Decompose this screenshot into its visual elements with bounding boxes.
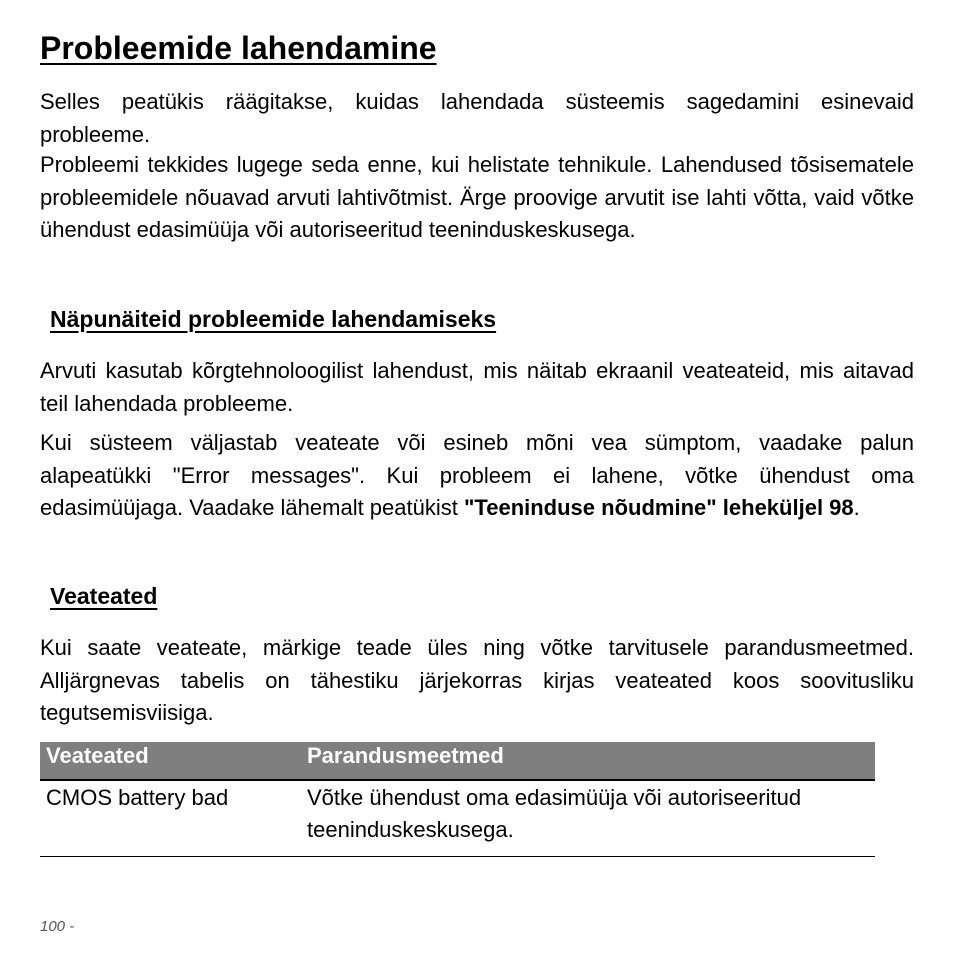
- tips-paragraph-2-end: .: [853, 495, 860, 520]
- tips-paragraph-1: Arvuti kasutab kõrgtehnoloogilist lahendust, mis näitab ekraanil veateateid, mis aitavad teil lahendada probleeme.: [40, 358, 914, 416]
- table-header-row: [40, 742, 875, 780]
- section-heading-tips: Näpunäiteid probleemide lahendamiseks: [50, 306, 497, 332]
- section-heading-error-messages: Veateated: [50, 583, 158, 609]
- tips-paragraph-2: [40, 427, 914, 525]
- intro-paragraph-1: Selles peatükis räägitakse, kuidas lahendada süsteemis sagedamini esinevaid probleeme.: [40, 89, 914, 147]
- tips-paragraph-2-text: Kui süsteem väljastab veateate või esineb mõni vea sümptom, vaadake palun alapeatükki "Error messages". Kui probleem ei lahene, võtke ühendust oma edasimüüjaga. Vaadake lähemalt peatükist: [40, 430, 914, 520]
- page-reference-link[interactable]: "Teeninduse nõudmine" leheküljel 98: [463, 495, 854, 520]
- table-header-remedies: Parandusmeetmed: [301, 742, 875, 780]
- page-title: Probleemide lahendamine: [40, 30, 437, 66]
- table-cell-message: CMOS battery bad: [40, 780, 301, 857]
- table-header-messages: Veateated: [40, 742, 301, 780]
- page-number: 100 -: [40, 918, 75, 935]
- table-cell-remedy: Võtke ühendust oma edasimüüja või autoriseeritud teeninduskeskusega.: [301, 780, 875, 857]
- error-messages-paragraph: Kui saate veateate, märkige teade üles ning võtke tarvitusele parandusmeetmed. Alljärgnevas tabelis on tähestiku järjekorras kirjas veateated koos soovitusliku tegutsemisviisiga.: [40, 635, 914, 725]
- table-row: [40, 780, 875, 857]
- intro-paragraph-2: Probleemi tekkides lugege seda enne, kui helistate tehnikule. Lahendused tõsisematele probleemidele nõuavad arvuti lahtivõtmist. Ärge proovige arvutit ise lahti võtta, vaid võtke ühendust edasimüüja või autoriseeritud teeninduskeskusega.: [40, 152, 914, 242]
- error-messages-table: [40, 742, 875, 857]
